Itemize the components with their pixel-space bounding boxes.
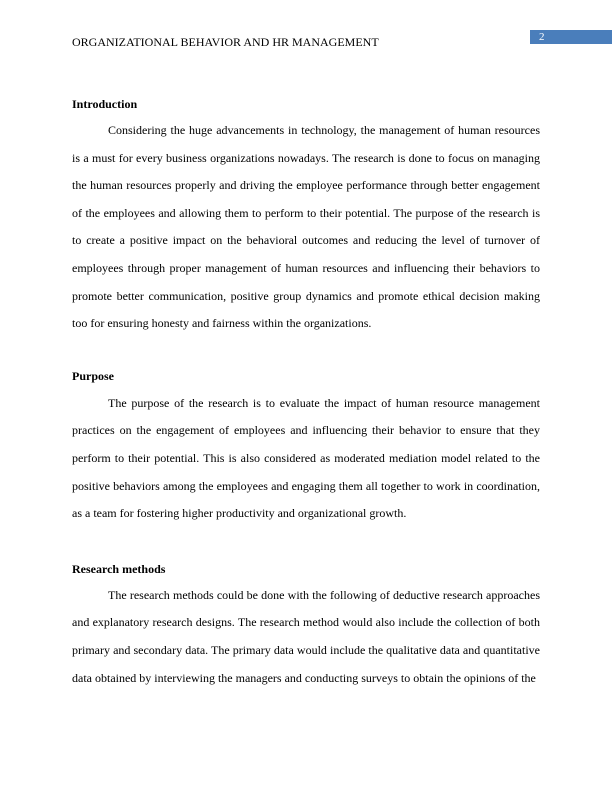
purpose-heading: Purpose	[72, 368, 114, 383]
document-body	[72, 96, 540, 692]
introduction-paragraph: Considering the huge advancements in technology, the management of human resources is a must for every business organizations nowadays. The research is done to focus on managing the human resources properly and driving the employee performance through better engagement of the employees and allowing them to perform to their potential. The purpose of the research is to create a positive impact on the behavioral outcomes and reducing the level of turnover of employees through proper management of human resources and influencing their behaviors to promote better communication, positive group dynamics and promote ethical decision making too for ensuring honesty and fairness within the organizations.	[72, 123, 540, 331]
purpose-paragraph: The purpose of the research is to evaluate the impact of human resource management practices on the engagement of employees and influencing their behavior to ensure that they perform to their potential. This is also considered as moderated mediation model related to the positive behaviors among the employees and engaging them all together to work in coordination, as a team for fostering higher productivity and organizational growth.	[72, 395, 540, 521]
page-number-badge: 2	[530, 30, 612, 44]
purpose-section	[72, 368, 540, 528]
research-methods-paragraph: The research methods could be done with the following of deductive research approaches and explanatory research designs. The research method would also include the collection of both primary and secondary data. The primary data would include the qualitative data and quantitative data obtained by interviewing the managers and conducting surveys to obtain the opinions of the	[72, 587, 540, 685]
introduction-section	[72, 96, 540, 338]
introduction-heading: Introduction	[72, 97, 138, 111]
research-methods-heading: Research methods	[72, 561, 166, 576]
research-methods-section	[72, 561, 540, 692]
running-header: ORGANIZATIONAL BEHAVIOR AND HR MANAGEMENT	[72, 35, 379, 49]
